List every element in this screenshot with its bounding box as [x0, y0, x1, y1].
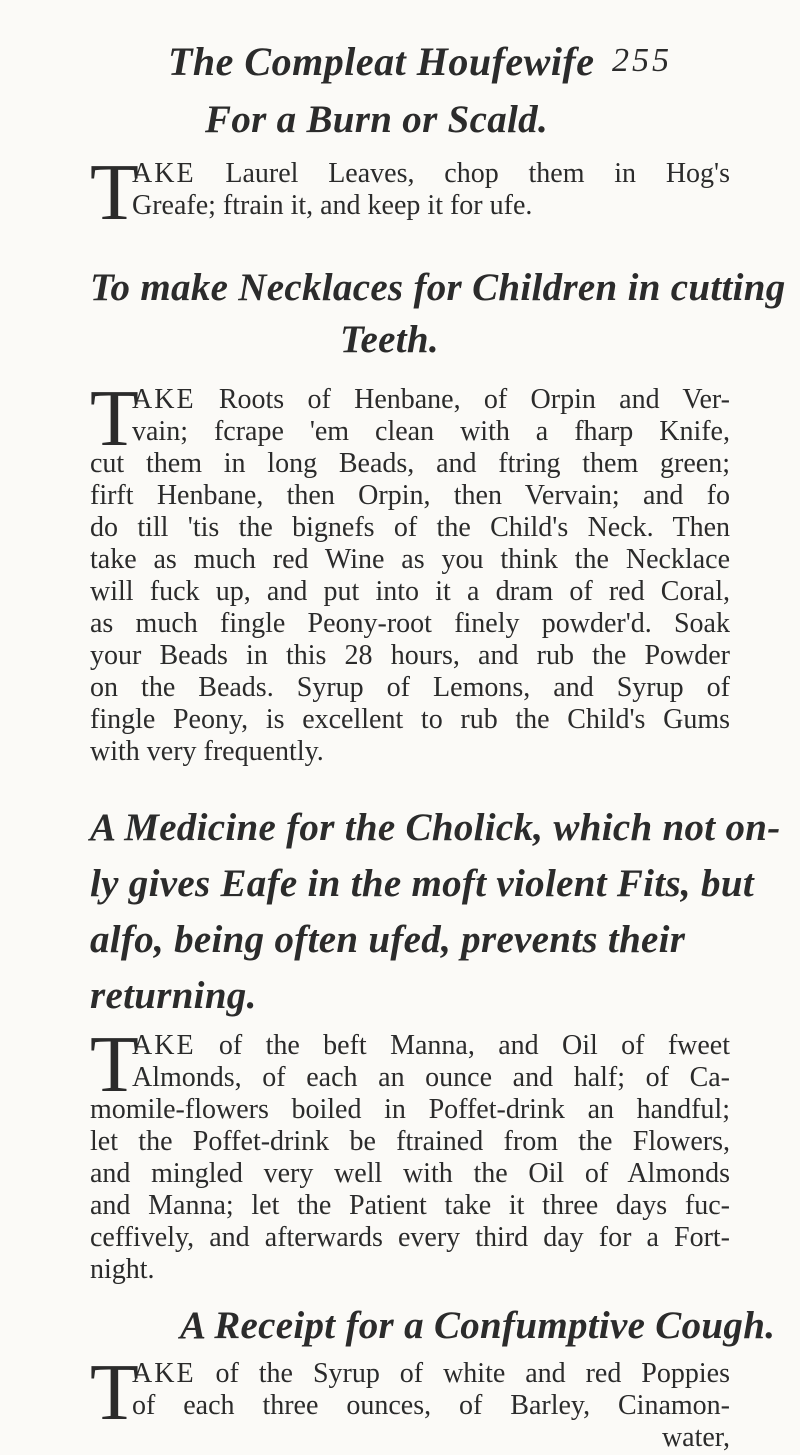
text-line: and mingled very well with the Oil of Almonds — [90, 1158, 730, 1189]
heading-line: ly gives Eafe in the moft violent Fits, but — [90, 862, 754, 905]
text-line: will fuck up, and put into it a dram of red Coral, — [90, 576, 730, 607]
text-line: water, — [661, 1422, 730, 1453]
text-line: as much fingle Peony-root finely powder'd. Soak — [90, 608, 730, 639]
running-head-title: The Compleat Houfewife — [168, 39, 595, 84]
opening-word: AKE — [132, 1030, 196, 1061]
opening-word: AKE — [132, 1358, 196, 1389]
text-line: let the Poffet-drink be ftrained from the Flowers, — [90, 1126, 730, 1157]
section-heading-burn — [0, 94, 800, 146]
text-line: take as much red Wine as you think the Necklace — [90, 544, 730, 575]
section-body-cholick — [90, 1021, 731, 1286]
opening-word: AKE — [132, 384, 196, 415]
text-line: firft Henbane, then Orpin, then Vervain; and fo — [90, 480, 730, 511]
text-line — [90, 1030, 730, 1062]
text-line: Greafe; ftrain it, and keep it for ufe. — [132, 190, 533, 221]
section-heading-necklaces — [0, 262, 800, 366]
text-line: and Manna; let the Patient take it three days fuc- — [90, 1190, 730, 1221]
heading-line: alfo, being often ufed, prevents their — [90, 918, 686, 961]
heading-line: To make Necklaces for Children in cutting — [90, 266, 786, 309]
section-body-cough — [90, 1349, 730, 1454]
section-body-necklaces — [90, 375, 730, 768]
heading-line: A Medicine for the Cholick, which not on- — [90, 806, 781, 849]
drop-cap: T — [90, 1021, 139, 1109]
text-line: do till 'tis the bignefs of the Child's Neck. Then — [90, 512, 730, 543]
text-line: Almonds, of each an ounce and half; of Ca- — [132, 1062, 730, 1093]
text-line: of each three ounces, of Barley, Cinamon- — [132, 1390, 730, 1421]
text-line: momile-flowers boiled in Poffet-drink an handful; — [90, 1094, 730, 1125]
text-line-content: Laurel Leaves, chop them in Hog's — [225, 158, 731, 189]
page-number: 255 — [612, 42, 672, 79]
text-line — [90, 1358, 730, 1390]
text-line-content: of the beft Manna, and Oil of fweet — [218, 1030, 731, 1061]
section-heading-cough — [0, 1300, 800, 1352]
text-line: vain; fcrape 'em clean with a fharp Knife, — [132, 416, 730, 447]
text-line: ceffively, and afterwards every third day for a Fort- — [90, 1222, 730, 1253]
heading-line: Teeth. — [340, 318, 439, 361]
running-head — [0, 38, 800, 88]
text-line — [90, 158, 730, 190]
section-body-burn — [90, 149, 731, 237]
drop-cap: T — [90, 149, 139, 237]
heading-line: A Receipt for a Confumptive Cough. — [180, 1304, 776, 1347]
drop-cap: T — [90, 1349, 139, 1437]
heading-line: returning. — [90, 974, 257, 1017]
drop-cap: T — [90, 375, 139, 463]
text-line — [90, 384, 730, 416]
heading-line: For a Burn or Scald. — [205, 98, 549, 141]
text-line: with very frequently. — [90, 736, 324, 767]
opening-word: AKE — [132, 158, 196, 189]
text-line: on the Beads. Syrup of Lemons, and Syrup of — [90, 672, 730, 703]
text-line-content: Roots of Henbane, of Orpin and Ver- — [218, 384, 730, 415]
section-heading-cholick — [90, 800, 781, 1024]
text-line: your Beads in this 28 hours, and rub the Powder — [90, 640, 730, 671]
text-line-content: of the Syrup of white and red Poppies — [215, 1358, 730, 1389]
text-line: night. — [90, 1254, 155, 1285]
text-line: cut them in long Beads, and ftring them green; — [90, 448, 730, 479]
text-line: fingle Peony, is excellent to rub the Child's Gums — [90, 704, 730, 735]
